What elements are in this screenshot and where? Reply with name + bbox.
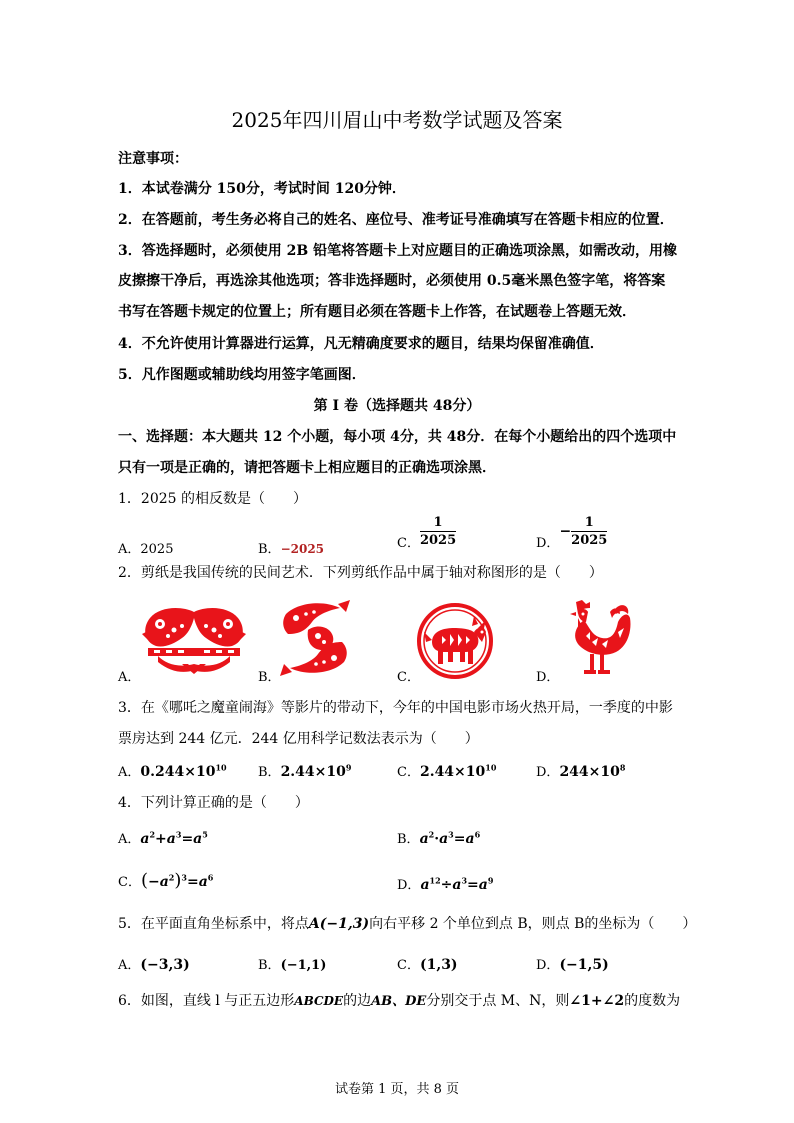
q5-b-text: (−1,1) (280, 958, 327, 973)
q3-d-exponent: 8 (619, 762, 626, 773)
section-intro-b: 只有一项是正确的，请把答题卡上相应题目的正确选项涂黑． (118, 460, 496, 476)
q6-stem (118, 990, 680, 1010)
q3-d-base: 244×10 (559, 764, 620, 780)
q6-pentagon: ABCDE (294, 994, 344, 1008)
ox-papercut-image (416, 602, 494, 680)
q6-sides: AB、DE (371, 994, 427, 1009)
q1-d-label: D． (536, 536, 560, 551)
fish-papercut-image (138, 604, 250, 676)
q6-stem-b: 的边 (343, 993, 372, 1009)
q4-option-a (118, 828, 208, 847)
q3-a-base: 0.244×10 (140, 764, 216, 780)
q2-a-label: A． (118, 670, 141, 685)
q5-d-text: (−1,5) (559, 957, 609, 973)
q1-d-sign: − (559, 523, 572, 540)
section-heading: 第 I 卷（选择题共 48分） (313, 398, 481, 414)
q3-b-base: 2.44×10 (280, 764, 346, 780)
notice-line-3a: 3．答选择题时，必须使用 2B 铅笔将答题卡上对应题目的正确选项涂黑，如需改动，用橡 (118, 243, 678, 259)
q5-b-label: B． (258, 958, 281, 973)
q6-stem-a: 6．如图，直线 l 与正五边形 (118, 993, 295, 1009)
q6-stem-d: 的度数为 (624, 993, 681, 1009)
q1-a-label: A． (118, 542, 141, 557)
q5-c-label: C． (397, 958, 420, 973)
q5-option-c (397, 954, 458, 973)
q4-d-expression: $a^{12}\div a^3=a^9$ (420, 875, 494, 893)
q1-a-text: 2025 (140, 542, 174, 557)
q4-option-d (397, 874, 493, 893)
q4-option-c (118, 870, 213, 891)
notice-line-2: 2．在答题前，考生务必将自己的姓名、座位号、准考证号准确填写在答题卡相应的位置． (118, 212, 674, 228)
q1-c-denominator: 2025 (419, 533, 457, 548)
q3-stem-a: 3．在《哪吒之魔童闹海》等影片的带动下，今年的中国电影市场火热开局，一季度的中影 (118, 700, 673, 716)
q1-d-numerator: 1 (571, 515, 607, 532)
q1-d-denominator: 2025 (571, 533, 608, 548)
notice-line-3b: 皮擦擦干净后，再选涂其他选项；答非选择题时，必须使用 0.5毫米黑色签字笔，将答案 (118, 273, 666, 289)
notice-heading: 注意事项： (118, 151, 188, 167)
q3-stem-b: 票房达到 244 亿元．244 亿用科学记数法表示为（ ） (118, 731, 479, 747)
q4-b-label: B． (397, 832, 420, 847)
q1-c-fraction (420, 515, 456, 548)
q2-b-label: B． (258, 670, 281, 685)
q6-angles: ∠1+∠2 (569, 993, 625, 1009)
q5-stem-b: 向右平移 2 个单位到点 B，则点 B的坐标为（ ） (369, 916, 697, 932)
notice-line-4: 4．不允许使用计算器进行运算，凡无精确度要求的题目，结果均保留准确值． (118, 336, 604, 352)
q1-c-label: C． (397, 536, 420, 551)
q3-c-label: C． (397, 765, 420, 780)
q3-option-d (536, 761, 625, 780)
notice-line-1: 1．本试卷满分 150分，考试时间 120分钟． (118, 181, 406, 197)
q3-a-exponent: 10 (215, 762, 227, 773)
q5-option-d (536, 954, 609, 973)
q5-a-text: (−3,3) (140, 957, 190, 973)
notice-line-5: 5．凡作图题或辅助线均用签字笔画图． (118, 367, 366, 383)
page-title: 2025年四川眉山中考数学试题及答案 (231, 108, 563, 132)
q4-d-label: D． (397, 878, 421, 893)
q1-b-label: B． (258, 542, 281, 557)
q1-b-text: −2025 (280, 542, 325, 556)
q2-stem: 2．剪纸是我国传统的民间艺术．下列剪纸作品中属于轴对称图形的是（ ） (118, 565, 603, 581)
notice-line-3c: 书写在答题卡规定的位置上；所有题目必须在答题卡上作答，在试题卷上答题无效． (118, 304, 636, 320)
q2-c-label: C． (397, 670, 420, 685)
q1-stem: 1．2025 的相反数是（ ） (118, 491, 307, 507)
swirl-fish-papercut-image (278, 600, 352, 676)
q3-a-label: A． (118, 765, 141, 780)
q1-option-a (118, 538, 173, 557)
q4-c-expression: $(-a^2)^3=a^6$ (140, 870, 214, 891)
q4-option-b (397, 828, 480, 847)
q1-c-numerator: 1 (420, 515, 456, 532)
q3-option-b (258, 761, 351, 780)
q3-d-label: D． (536, 765, 560, 780)
q2-d-label: D． (536, 670, 560, 685)
section-intro-a: 一、选择题：本大题共 12 个小题，每小项 4分，共 48分．在每个小题给出的四个选项中 (118, 429, 677, 445)
rooster-papercut-image (556, 598, 632, 678)
q5-stem (118, 913, 696, 933)
q3-c-exponent: 10 (485, 762, 497, 773)
q5-option-a (118, 954, 190, 973)
q5-c-text: (1,3) (419, 957, 458, 973)
q4-a-label: A． (118, 832, 141, 847)
q3-c-base: 2.44×10 (419, 764, 486, 780)
q4-a-expression: $a^2+a^3=a^5$ (140, 829, 208, 847)
q5-point: A(−1,3) (308, 916, 370, 932)
page-footer: 试卷第 1 页，共 8 页 (334, 1082, 460, 1097)
q1-option-d (536, 515, 607, 551)
q1-option-b (258, 538, 324, 557)
q3-option-a (118, 761, 227, 780)
q5-stem-a: 5．在平面直角坐标系中，将点 (118, 916, 309, 932)
q3-b-label: B． (258, 765, 281, 780)
q4-stem: 4．下列计算正确的是（ ） (118, 795, 309, 811)
q5-a-label: A． (118, 958, 141, 973)
q4-b-expression: $a^2\cdot a^3=a^6$ (419, 829, 481, 847)
q5-d-label: D． (536, 958, 560, 973)
q3-b-exponent: 9 (345, 762, 352, 773)
q6-stem-c: 分别交于点 M、N，则 (426, 993, 570, 1009)
q4-c-label: C． (118, 875, 141, 890)
q3-option-c (397, 761, 496, 780)
q1-d-fraction (571, 515, 607, 548)
q1-option-c (397, 515, 456, 551)
q5-option-b (258, 954, 326, 973)
